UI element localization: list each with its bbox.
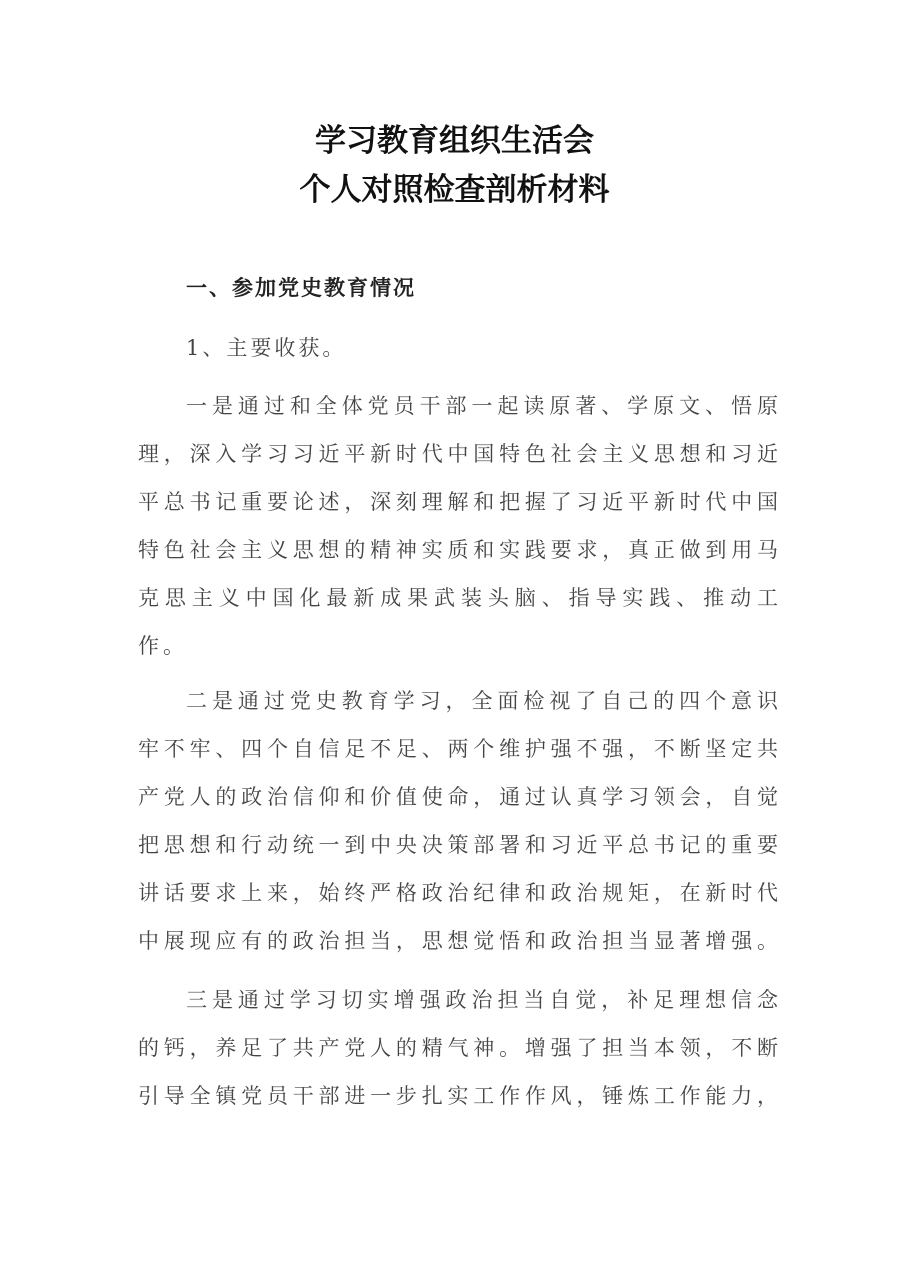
paragraph-line: 克思主义中国化最新成果武装头脑、指导实践、推动工 [138, 586, 778, 610]
paragraph-line: 讲话要求上来，始终严格政治纪律和政治规矩，在新时代 [138, 881, 778, 905]
section-heading: 一、参加党史教育情况 [186, 276, 416, 300]
paragraph-line: 中展现应有的政治担当，思想觉悟和政治担当显著增强。 [138, 929, 778, 953]
document-title-line-1: 学习教育组织生活会 [315, 123, 594, 159]
paragraph-line: 平总书记重要论述，深刻理解和把握了习近平新时代中国 [138, 490, 778, 514]
subsection-heading: 1、主要收获。 [186, 336, 347, 360]
paragraph-line: 引导全镇党员干部进一步扎实工作作风，锤炼工作能力， [138, 1084, 778, 1108]
paragraph-line: 产党人的政治信仰和价值使命，通过认真学习领会，自觉 [138, 785, 778, 809]
paragraph-line: 把思想和行动统一到中央决策部署和习近平总书记的重要 [138, 833, 778, 857]
paragraph-line: 作。 [138, 634, 188, 658]
paragraph-2 [138, 677, 778, 965]
paragraph-1 [138, 382, 778, 670]
paragraph-line: 的钙，养足了共产党人的精气神。增强了担当本领，不断 [138, 1036, 778, 1060]
paragraph-line: 二是通过党史教育学习，全面检视了自己的四个意识 [186, 689, 778, 713]
paragraph-3 [138, 976, 778, 1120]
paragraph-line: 三是通过学习切实增强政治担当自觉，补足理想信念 [186, 988, 778, 1012]
paragraph-line: 特色社会主义思想的精神实质和实践要求，真正做到用马 [138, 538, 778, 562]
document-title-line-2: 个人对照检查剖析材料 [299, 172, 610, 208]
paragraph-line: 牢不牢、四个自信足不足、两个维护强不强，不断坚定共 [138, 737, 778, 761]
paragraph-line: 理，深入学习习近平新时代中国特色社会主义思想和习近 [138, 442, 778, 466]
paragraph-line: 一是通过和全体党员干部一起读原著、学原文、悟原 [186, 394, 778, 418]
